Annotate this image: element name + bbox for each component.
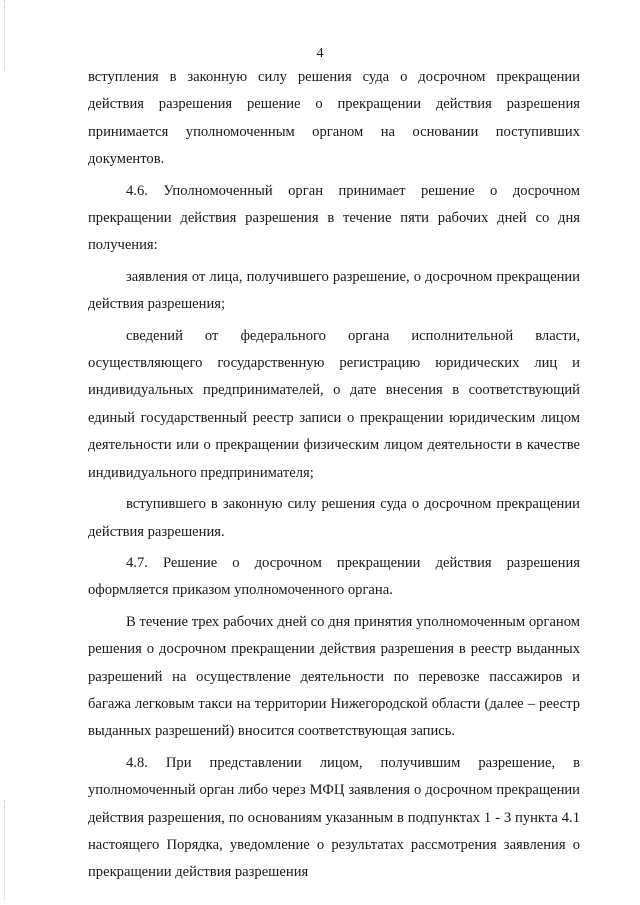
paragraph: сведений от федерального органа исполнительной власти, осуществляющего государственную регистрацию юридических лиц и индивидуальных предпринимателей, о дате внесения в соответствующий единый государственный реестр записи о прекращении юридическим лицом деятельности или о прекращении физическим лицом деятельности в качестве индивидуального предпринимателя; [88,327,580,481]
document-body [88,64,580,887]
paragraph: вступившего в законную силу решения суда о досрочном прекращении действия разрешения. [88,496,580,540]
paragraph: 4.6. Уполномоченный орган принимает решение о досрочном прекращении действия разрешения в течение пяти рабочих дней со дня получения: [88,182,580,254]
paragraph: В течение трех рабочих дней со дня принятия уполномоченным органом решения о досрочном прекращении действия разрешения в реестр выданных разрешений на осуществление деятельности по перевозке пассажиров и багажа легковым такси на территории Нижегородской области (далее – реестр выданных разрешений) вносится соответствующая запись. [88,613,580,740]
paragraph: 4.8. При представлении лицом, получившим разрешение, в уполномоченный орган либо через МФЦ заявления о досрочном прекращении действия разрешения, по основаниям указанным в подпунктах 1 - 3 пункта 4.1 настоящего Порядка, уведомление о результатах рассмотрения заявления о прекращении действия разрешения [88,754,580,881]
scan-edge-mark [4,800,5,900]
page-number: 4 [316,46,324,61]
paragraph: заявления от лица, получившего разрешение, о досрочном прекращении действия разрешения; [88,268,580,313]
paragraph: вступления в законную силу решения суда о досрочном прекращении действия разрешения решение о прекращении действия разрешения принимается уполномоченным органом на основании поступивших документов. [88,69,580,168]
paragraph: 4.7. Решение о досрочном прекращении действия разрешения оформляется приказом уполномоченного органа. [88,554,580,599]
